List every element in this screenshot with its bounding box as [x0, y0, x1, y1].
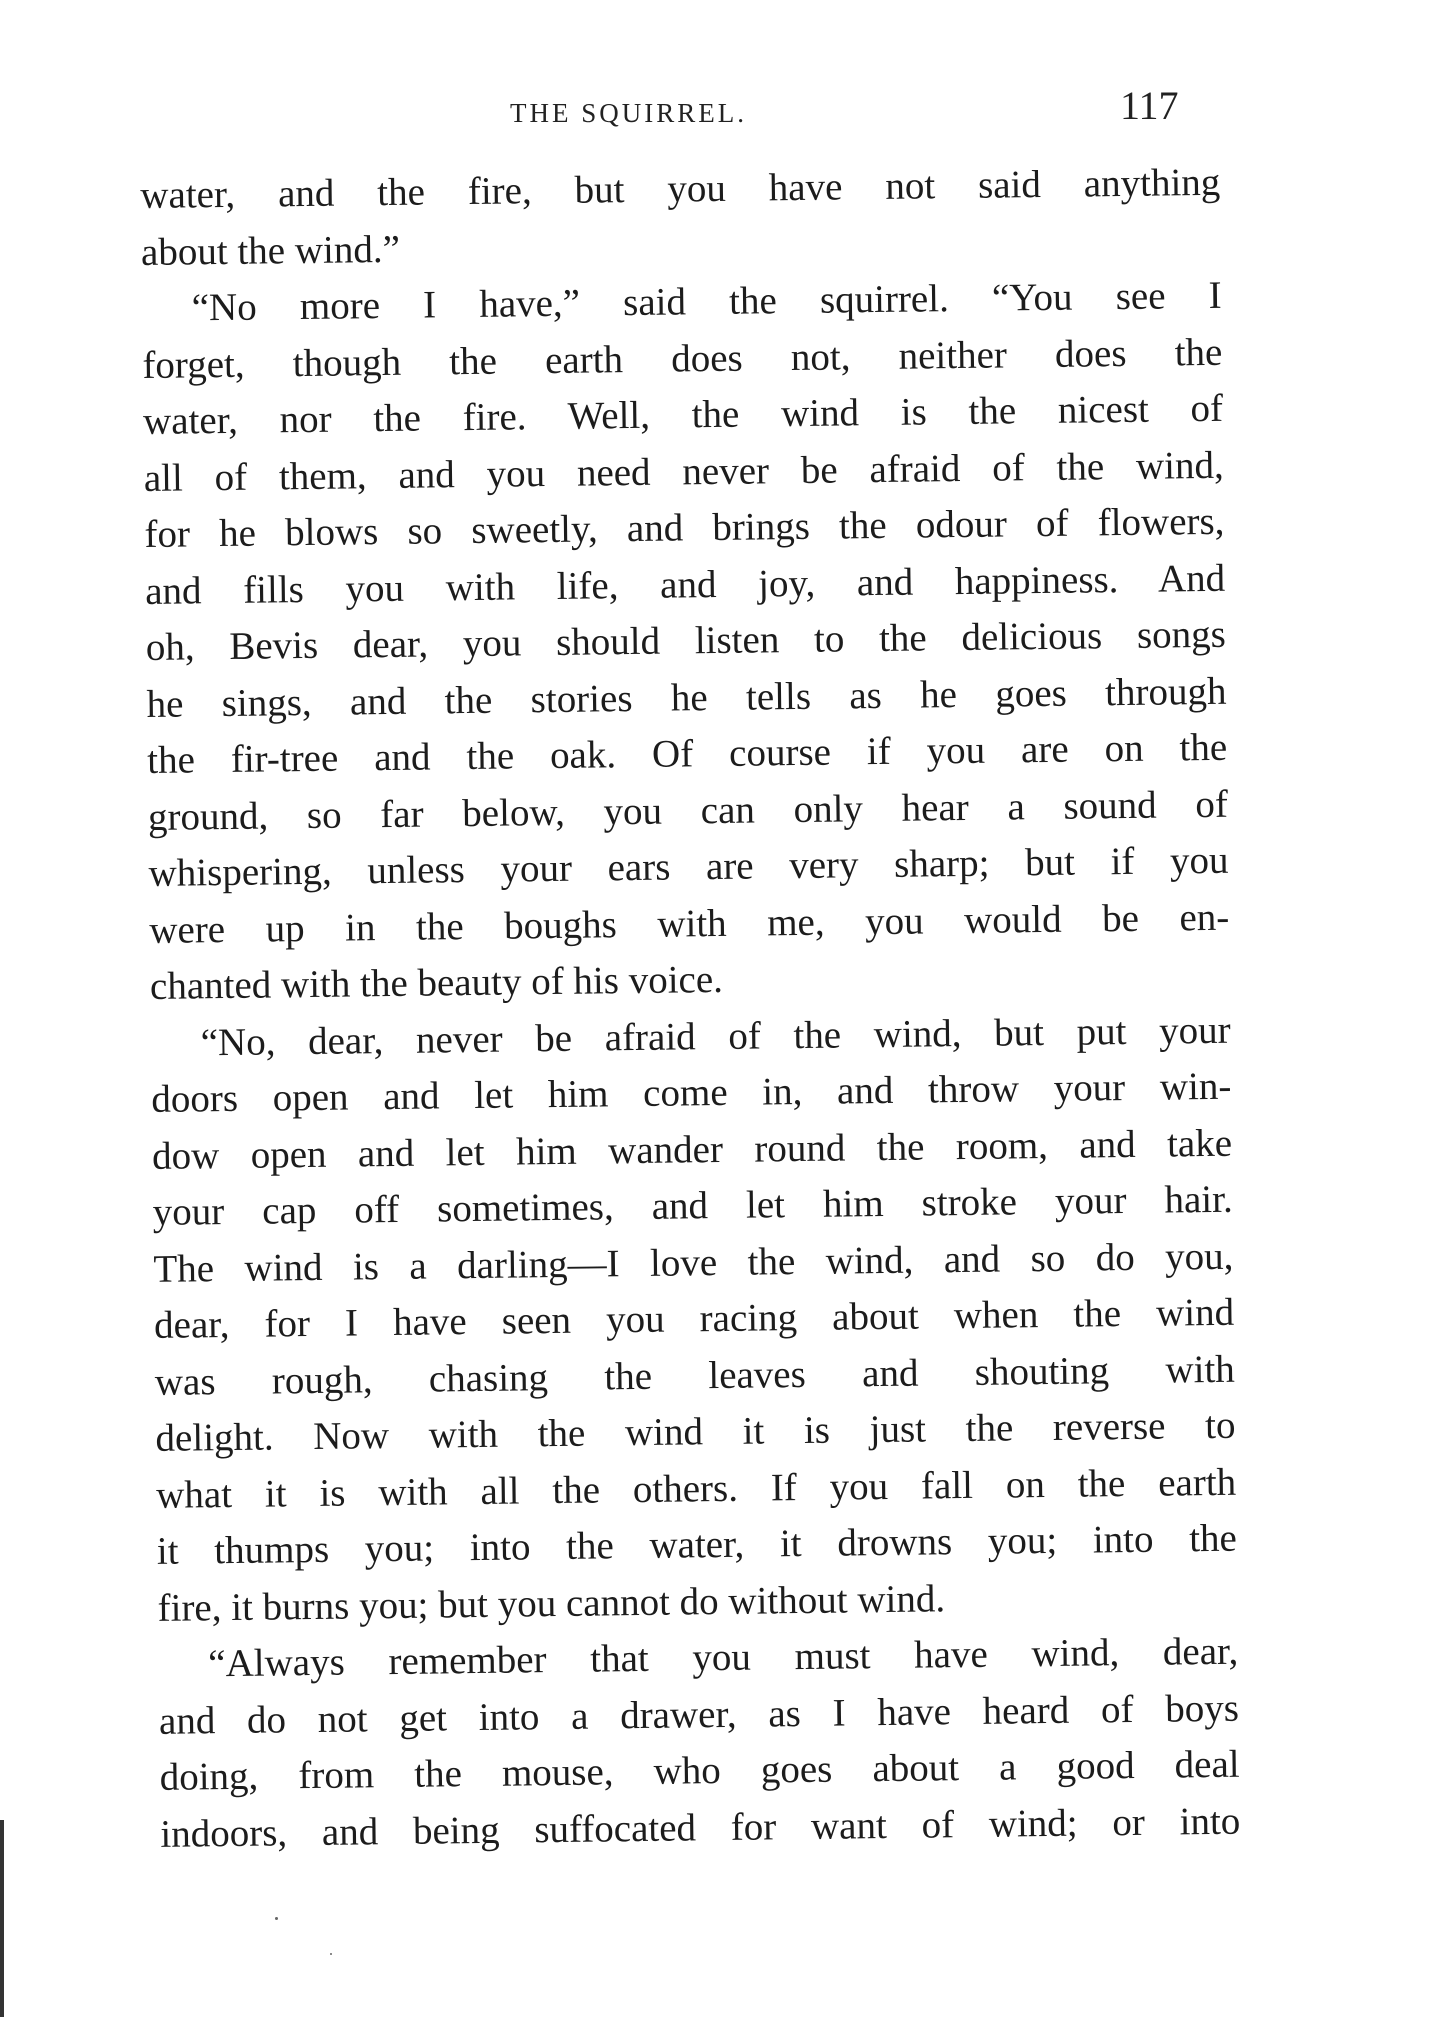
text-line: forget, though the earth does not, neither does the: [142, 330, 1223, 387]
text-line: he sings, and the stories he tells as he goes through: [146, 669, 1227, 726]
text-line: fire, it burns you; but you cannot do without wind.: [157, 1576, 946, 1630]
body-text: [140, 155, 1241, 1863]
text-line: chanted with the beauty of his voice.: [149, 957, 724, 1008]
text-line: and fills you with life, and joy, and happiness. And: [144, 556, 1226, 613]
text-line: dow open and let him wander round the room, and take: [151, 1121, 1233, 1178]
text-line: “No more I have,” said the squirrel. “You see I: [191, 273, 1222, 330]
text-line: ground, so far below, you can only hear a sound of: [147, 782, 1229, 839]
text-line: “No, dear, never be afraid of the wind, but put your: [200, 1008, 1231, 1064]
scan-speck: [330, 1953, 332, 1955]
text-line: whispering, unless your ears are very sharp; but if you: [148, 838, 1229, 895]
text-line: indoors, and being suffocated for want of wind; or into: [160, 1799, 1241, 1856]
text-line: all of them, and you need never be afraid of the wind,: [143, 443, 1224, 500]
text-line: was rough, chasing the leaves and shouting with: [154, 1347, 1236, 1404]
text-line: what it is with all the others. If you fall on the earth: [155, 1460, 1237, 1517]
text-line: for he blows so sweetly, and brings the odour of flowers,: [144, 499, 1225, 556]
text-line: about the wind.”: [140, 227, 401, 274]
scan-speck: [275, 1917, 278, 1920]
text-line: doors open and let him come in, and throw your win-: [151, 1064, 1232, 1121]
page-number: 117: [1120, 83, 1179, 128]
text-line: and do not get into a drawer, as I have heard of boys: [158, 1686, 1240, 1743]
running-title: THE SQUIRREL.: [510, 98, 747, 128]
scan-edge-mark: [0, 1820, 4, 2017]
text-line: it thumps you; into the water, it drowns you; into the: [156, 1516, 1238, 1573]
text-line: the fir-tree and the oak. Of course if you are on the: [146, 725, 1228, 782]
text-line: water, and the fire, but you have not said anything: [140, 160, 1221, 217]
text-line: water, nor the fire. Well, the wind is the nicest of: [142, 386, 1224, 443]
text-line: The wind is a darling—I love the wind, and so do you,: [153, 1234, 1234, 1291]
text-line: delight. Now with the wind it is just the reverse to: [155, 1403, 1236, 1460]
text-line: your cap off sometimes, and let him stroke your hair.: [152, 1177, 1233, 1234]
text-line: were up in the boughs with me, you would be en-: [149, 895, 1230, 952]
text-line: dear, for I have seen you racing about when the wind: [153, 1290, 1235, 1347]
text-line: oh, Bevis dear, you should listen to the delicious songs: [145, 612, 1227, 669]
text-line: doing, from the mouse, who goes about a good deal: [159, 1742, 1240, 1799]
text-line: “Always remember that you must have wind, dear,: [208, 1629, 1239, 1686]
